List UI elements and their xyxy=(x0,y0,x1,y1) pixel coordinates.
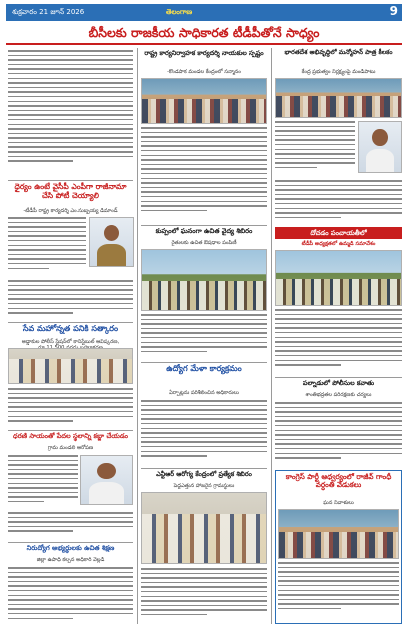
article-body xyxy=(8,280,133,320)
article-headline: దోచడం పంచాయతీలో xyxy=(275,227,402,239)
article-body xyxy=(8,217,86,277)
article-headline: ధరణి సాయంతో పేదల స్థలాన్ని కబ్జా చేయడం xyxy=(13,432,128,440)
article-headline: ఉద్యోగ మేళా కార్యక్రమం xyxy=(166,364,242,373)
news-photo xyxy=(89,217,134,267)
article-headline: కుప్పంలో ఘనంగా ఉచిత వైద్య శిబిరం xyxy=(155,227,253,235)
article-body xyxy=(141,127,267,223)
article-body xyxy=(275,402,402,468)
article-body xyxy=(8,512,133,540)
masthead-bar xyxy=(6,4,402,21)
news-photo xyxy=(8,348,133,384)
news-photo xyxy=(141,492,267,564)
article-body xyxy=(8,50,133,178)
article-body xyxy=(141,314,267,360)
article-body xyxy=(141,568,267,623)
article-headline: భారతదేశ అభివృద్ధిలో మన్మోహన్ పాత్ర కీలకం xyxy=(284,49,393,56)
article-body xyxy=(275,180,402,225)
article-headline: నిరుద్యోగ అభ్యర్థులకు ఉచిత శిక్షణ xyxy=(26,544,115,552)
article-subheadline: అడ్డాకుల పోలీస్ స్టేషన్‌లో కానిస్టేబుల్ ఆవిష్కరణ, xyxy=(21,339,120,345)
article-subheadline: పెద్దఎత్తున హాజరైన గ్రామస్థులు xyxy=(173,483,235,489)
article-headline: సేవ మహోన్నత పనికి సత్కారం xyxy=(22,324,119,333)
article-body xyxy=(141,400,267,466)
section-name: తెలంగాణ xyxy=(166,8,193,16)
page-number: 9 xyxy=(389,4,398,18)
news-photo xyxy=(141,78,267,124)
article-subheadline: గ్రామ మండలి ఆరోపణ xyxy=(47,445,94,451)
article-subheadline: ఘన నివాళులు xyxy=(323,500,354,506)
news-photo xyxy=(358,121,402,173)
column-divider xyxy=(271,48,272,624)
article-headline: కాంగ్రెస్ పార్టీ ఆధ్వర్యంలో రాజీవ్ గాంధీ వర్ధంతి వేడుకలు xyxy=(285,472,392,490)
column-divider xyxy=(137,48,138,624)
lead-headline: బీసీలకు రాజకీయ సాధికారత టీడీపీతోనే సాధ్యం xyxy=(6,23,402,45)
news-photo xyxy=(275,250,402,306)
news-photo xyxy=(278,509,399,559)
article-body xyxy=(275,121,355,177)
news-photo xyxy=(275,78,402,118)
article-body xyxy=(8,455,78,510)
article-headline: ఎన్టీఆర్ ఆరోగ్య కేంద్రంలో ప్రత్యేక శిబిరం xyxy=(156,470,252,478)
article-subheadline: టీడీపీ అధ్యక్షతలో ఉమ్మడి సమావేశం xyxy=(301,241,376,247)
article-subheadline: -టీడీపీ రాష్ట్ర కార్యదర్శి ఎం.సుబ్బయ్య డిమాండ్ xyxy=(23,208,118,214)
article-subheadline: ఏర్పాట్లను పరిశీలించిన అధికారులు xyxy=(169,390,239,396)
article-subheadline: -కొండపాక మండల కేంద్రంలో సన్మానం xyxy=(167,69,241,75)
article-headline: ధైర్యం ఉంటే వైసీపీ ఎంపీగా రాజీనామా చేసి పోటీ చెయ్యాలి xyxy=(14,182,127,200)
article-subheadline: శాంతిభద్రతల పరిరక్షణకు చర్యలు xyxy=(305,392,372,398)
article-body xyxy=(275,309,402,375)
article-body xyxy=(8,388,133,428)
news-photo xyxy=(80,455,133,505)
news-photo xyxy=(141,249,267,311)
article-body xyxy=(8,567,133,623)
article-subheadline: కేంద్ర ప్రభుత్వం నిర్లక్ష్యంపై మండిపాటు xyxy=(301,69,376,75)
article-headline: రాష్ట్ర కార్యనిర్వాహక కార్యదర్శి నాయకుల స్పష్టం xyxy=(144,49,264,57)
article-subheadline: జిల్లా ఉపాధి కల్పన అధికారి వెల్లడి xyxy=(36,557,105,563)
article-body xyxy=(278,562,399,622)
issue-date: శుక్రవారం 21 జూన్ 2026 xyxy=(12,8,85,16)
article-headline: పల్నాడులో పోలీసుల కవాతు xyxy=(302,379,375,387)
article-subheadline: రైతులకు ఉచిత ఔషధాల పంపిణీ xyxy=(171,240,237,246)
